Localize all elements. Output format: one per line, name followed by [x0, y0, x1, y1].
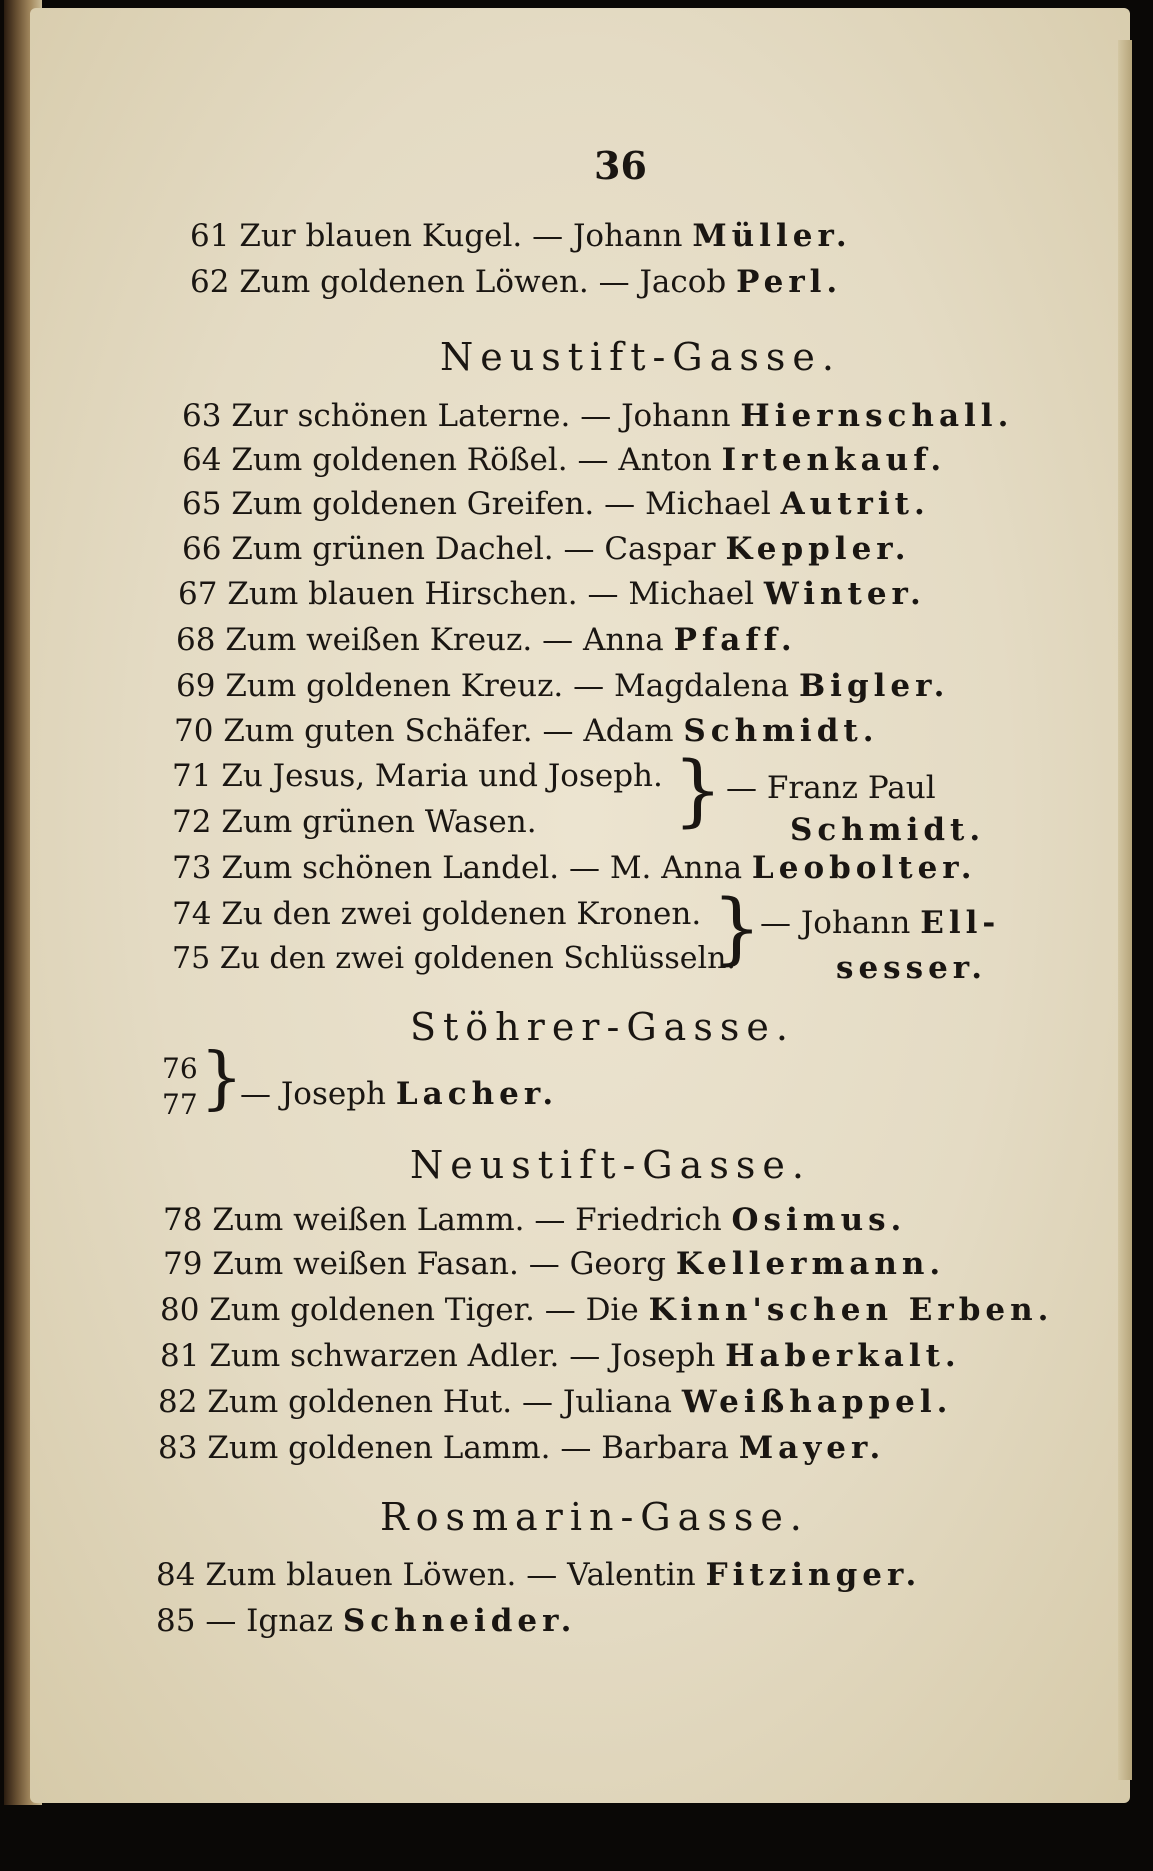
- entry-house: Zum weißen Kreuz.: [225, 622, 533, 658]
- entry-first-name: Caspar: [604, 531, 716, 567]
- entry-house: Zur blauen Kugel.: [239, 218, 523, 254]
- entry-surname: Autrit.: [780, 486, 930, 522]
- entry-number: 84: [156, 1557, 196, 1593]
- entry-dash: —: [240, 1076, 271, 1112]
- entry-house: Zu den zwei goldenen Kronen.: [221, 896, 702, 932]
- entry-first-name: Ignaz: [246, 1603, 334, 1639]
- entry-surname: Kellermann.: [675, 1246, 946, 1282]
- entry-78: [163, 1202, 906, 1238]
- entry-74-75-owner-surname-part2: sesser.: [836, 950, 988, 986]
- entry-dash: —: [560, 1430, 592, 1466]
- entry-69: [176, 668, 949, 704]
- entry-house: Zum blauen Löwen.: [205, 1557, 517, 1593]
- entry-house: Zum goldenen Greifen.: [231, 486, 595, 522]
- section-heading-stoehrer: Stöhrer-Gasse.: [410, 1005, 795, 1049]
- entry-number: 68: [176, 622, 216, 658]
- entry-number-77: 77: [162, 1088, 198, 1121]
- section-heading-rosmarin: Rosmarin-Gasse.: [380, 1495, 809, 1539]
- entry-surname: Bigler.: [798, 668, 950, 704]
- entry-first-name: Jacob: [639, 264, 727, 300]
- entry-64: [182, 442, 946, 478]
- entry-number: 85: [156, 1603, 196, 1639]
- entry-number: 73: [172, 850, 212, 886]
- section-heading-neustift-1: Neustift-Gasse.: [440, 335, 841, 379]
- entry-first-name: Barbara: [601, 1430, 729, 1466]
- entry-house: Zum goldenen Tiger.: [209, 1292, 535, 1328]
- entry-dash: —: [569, 1338, 601, 1374]
- entry-dash: —: [598, 264, 630, 300]
- entry-dash: —: [587, 576, 619, 612]
- entry-81: [160, 1338, 961, 1374]
- entry-house: Zum grünen Wasen.: [221, 804, 537, 840]
- section-heading-neustift-2: Neustift-Gasse.: [410, 1143, 811, 1187]
- entry-dash: —: [604, 486, 636, 522]
- entry-number: 71: [172, 758, 212, 794]
- entry-surname: Lacher.: [395, 1076, 559, 1112]
- entry-dash: —: [532, 218, 564, 254]
- entry-85: [156, 1603, 576, 1639]
- entry-surname: Haberkalt.: [725, 1338, 961, 1374]
- entry-63: [182, 398, 1013, 434]
- entry-71-72-owner-surname: Schmidt.: [790, 812, 986, 848]
- entry-house: Zum schönen Landel.: [221, 850, 560, 886]
- entry-number: 69: [176, 668, 216, 704]
- entry-83: [158, 1430, 885, 1466]
- entry-76-77-owner: [240, 1076, 558, 1112]
- entry-first-name: Anton: [618, 442, 712, 478]
- entry-71: [172, 758, 663, 794]
- entry-75: [172, 941, 736, 976]
- entry-first-name: Georg: [569, 1246, 666, 1282]
- entry-house: Zum goldenen Löwen.: [239, 264, 589, 300]
- entry-number: 63: [182, 398, 222, 434]
- entry-surname: Weißhappel.: [681, 1384, 953, 1420]
- entry-number: 79: [163, 1246, 203, 1282]
- entry-number: 74: [172, 896, 212, 932]
- entry-first-name: Die: [585, 1292, 639, 1328]
- entry-dash: —: [521, 1384, 553, 1420]
- page-edge: [1118, 40, 1132, 1780]
- entry-number: 80: [160, 1292, 200, 1328]
- entry-dash: —: [528, 1246, 560, 1282]
- entry-house: Zu den zwei goldenen Schlüsseln.: [219, 941, 736, 976]
- entry-surname: Winter.: [763, 576, 926, 612]
- entry-surname: Perl.: [736, 264, 843, 300]
- entry-first-name: Michael: [645, 486, 771, 522]
- entry-dash: —: [568, 850, 600, 886]
- entry-number: 70: [174, 713, 214, 749]
- entry-79: [163, 1246, 945, 1282]
- entry-first-name: Joseph: [610, 1338, 716, 1374]
- entry-first-name: Magdalena: [614, 668, 790, 704]
- entry-house: Zum goldenen Kreuz.: [225, 668, 564, 704]
- entry-surname: Hiernschall.: [740, 398, 1014, 434]
- entry-number: 75: [172, 941, 211, 976]
- entry-first-name: Franz Paul: [766, 770, 936, 806]
- entry-71-72-owner-first: [726, 770, 936, 806]
- entry-72: [172, 804, 537, 840]
- entry-first-name: Valentin: [567, 1557, 696, 1593]
- entry-number: 83: [158, 1430, 198, 1466]
- entry-first-name: Johann: [621, 398, 731, 434]
- entry-67: [178, 576, 926, 612]
- entry-house: Zum weißen Fasan.: [212, 1246, 519, 1282]
- entry-first-name: Juliana: [562, 1384, 672, 1420]
- entry-number: 64: [182, 442, 222, 478]
- entry-dash: —: [205, 1603, 237, 1639]
- entry-house: Zu Jesus, Maria und Joseph.: [221, 758, 663, 794]
- entry-number-76: 76: [162, 1052, 198, 1085]
- entry-dash: —: [760, 905, 791, 941]
- entry-dash: —: [563, 531, 595, 567]
- entry-surname: Schmidt.: [683, 713, 879, 749]
- entry-surname: Fitzinger.: [705, 1557, 922, 1593]
- page-number: 36: [594, 143, 647, 188]
- entry-number: 62: [190, 264, 230, 300]
- entry-house: Zum goldenen Lamm.: [207, 1430, 551, 1466]
- entry-62: [190, 264, 842, 300]
- entry-number: 65: [182, 486, 222, 522]
- entry-84: [156, 1557, 921, 1593]
- entry-number: 72: [172, 804, 212, 840]
- entry-surname: Irtenkauf.: [721, 442, 947, 478]
- entry-dash: —: [577, 442, 609, 478]
- entry-number: 82: [158, 1384, 198, 1420]
- entry-house: Zur schönen Laterne.: [231, 398, 571, 434]
- entry-dash: —: [726, 770, 757, 806]
- entry-surname: Pfaff.: [673, 622, 797, 658]
- entry-74: [172, 896, 701, 932]
- entry-dash: —: [573, 668, 605, 704]
- entry-61: [190, 218, 852, 254]
- entry-house: Zum weißen Lamm.: [212, 1202, 525, 1238]
- entry-number: 67: [178, 576, 218, 612]
- entry-first-name: Johann: [572, 218, 683, 254]
- entry-surname: Müller.: [692, 218, 852, 254]
- entry-80: [160, 1292, 1053, 1328]
- entry-house: Zum blauen Hirschen.: [227, 576, 578, 612]
- entry-surname: Schneider.: [342, 1603, 577, 1639]
- entry-first-name: Johann: [800, 905, 911, 941]
- entry-66: [182, 531, 911, 567]
- entry-surname: Osimus.: [731, 1202, 907, 1238]
- entry-first-name: Adam: [583, 713, 674, 749]
- entry-dash: —: [580, 398, 612, 434]
- entry-74-75-owner-first: [760, 905, 1000, 941]
- entry-first-name: Anna: [582, 622, 664, 658]
- entry-first-name: M. Anna: [609, 850, 743, 886]
- entry-dash: —: [542, 713, 574, 749]
- entry-70: [174, 713, 879, 749]
- entry-house: Zum schwarzen Adler.: [209, 1338, 560, 1374]
- entry-first-name: Michael: [628, 576, 755, 612]
- right-brace-icon: }: [712, 884, 762, 974]
- entry-65: [182, 486, 930, 522]
- right-brace-icon: }: [200, 1039, 244, 1118]
- entry-first-name: Friedrich: [575, 1202, 722, 1238]
- entry-number: 66: [182, 531, 222, 567]
- entry-dash: —: [526, 1557, 558, 1593]
- entry-number: 81: [160, 1338, 200, 1374]
- entry-house: Zum goldenen Hut.: [207, 1384, 513, 1420]
- entry-surname: Mayer.: [738, 1430, 886, 1466]
- entry-73: [172, 850, 977, 886]
- entry-house: Zum grünen Dachel.: [231, 531, 554, 567]
- entry-surname: Leobolter.: [751, 850, 977, 886]
- entry-surname: Keppler.: [725, 531, 911, 567]
- entry-dash: —: [544, 1292, 576, 1328]
- entry-dash: —: [542, 622, 574, 658]
- entry-number: 61: [190, 218, 230, 254]
- entry-surname: Kinn'schen Erben.: [648, 1292, 1054, 1328]
- entry-surname-part1: Ell-: [920, 905, 1001, 941]
- right-brace-icon: }: [673, 746, 723, 836]
- entry-house: Zum guten Schäfer.: [223, 713, 533, 749]
- entry-82: [158, 1384, 952, 1420]
- entry-first-name: Joseph: [280, 1076, 387, 1112]
- entry-dash: —: [534, 1202, 566, 1238]
- entry-house: Zum goldenen Rößel.: [231, 442, 568, 478]
- entry-number: 78: [163, 1202, 203, 1238]
- entry-68: [176, 622, 797, 658]
